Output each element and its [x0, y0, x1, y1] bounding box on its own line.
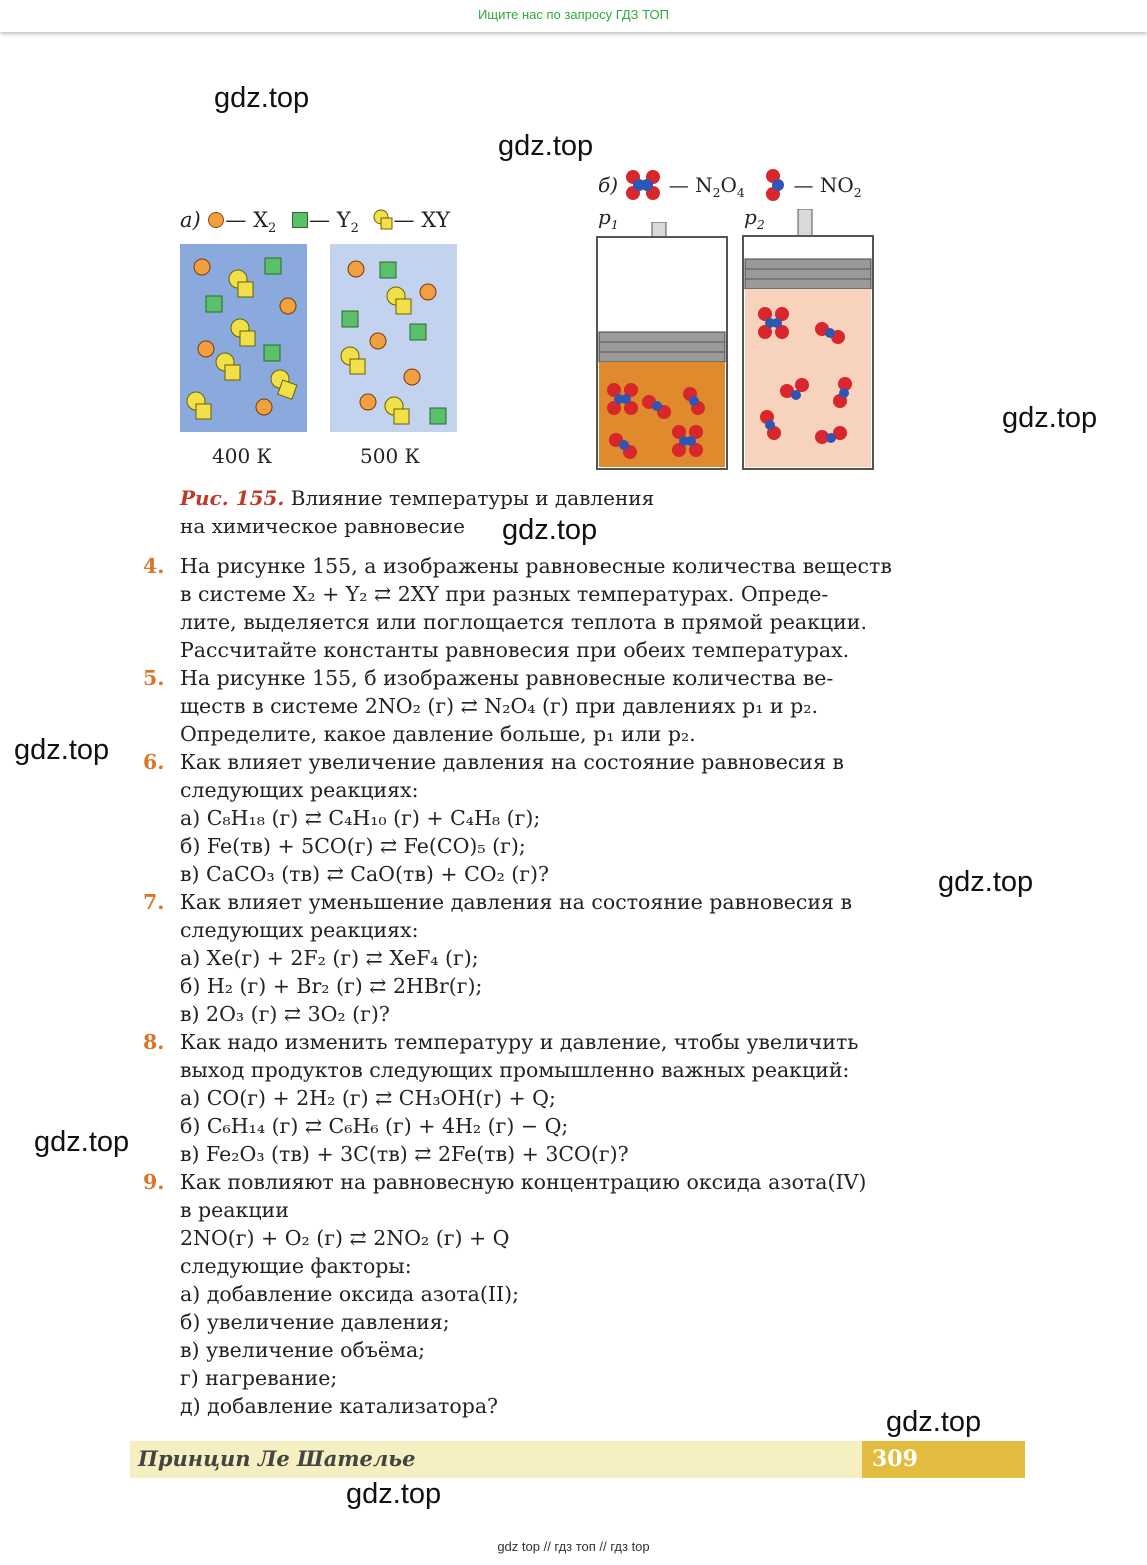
question-line: Как влияет увеличение давления на состояние равновесия в — [180, 750, 844, 774]
question-number: 6. — [143, 750, 165, 774]
question-line: Рассчитайте константы равновесия при обеих температурах. — [180, 638, 850, 662]
box-500k — [330, 244, 460, 434]
question-line: следующих реакциях: — [180, 918, 419, 942]
legend-no2-sub: 2 — [853, 185, 862, 200]
reaction-line: а) C₈H₁₈ (г) ⇄ C₄H₁₀ (г) + C₄H₈ (г); — [180, 806, 541, 830]
legend-y2-sub: 2 — [350, 221, 359, 237]
question-line: Как надо изменить температуру и давление, чтобы увеличить — [180, 1030, 859, 1054]
n2o4-molecule-icon — [624, 168, 662, 202]
p1-letter: p — [598, 205, 611, 229]
question-9 — [140, 1168, 920, 1420]
top-bar — [0, 0, 1147, 32]
factor-item: г) нагревание; — [180, 1366, 338, 1390]
reaction-line: 2NO(г) + O₂ (г) ⇄ 2NO₂ (г) + Q — [180, 1226, 510, 1250]
legend-no2: — NO — [793, 173, 854, 197]
reaction-line: а) Xe(г) + 2F₂ (г) ⇄ XeF₄ (г); — [180, 946, 479, 970]
watermark: gdz.top — [346, 1478, 442, 1510]
question-number: 4. — [143, 554, 165, 578]
reaction-line: б) H₂ (г) + Br₂ (г) ⇄ 2HBr(г); — [180, 974, 483, 998]
question-line: Как повлияют на равновесную концентрацию оксида азота(IV) — [180, 1170, 867, 1194]
watermark: gdz.top — [886, 1406, 982, 1438]
p1-sub: 1 — [610, 217, 619, 232]
cylinder-p2 — [740, 209, 876, 474]
watermark: gdz.top — [34, 1126, 130, 1158]
question-line: лите, выделяется или поглощается теплота в прямой реакции. — [180, 610, 867, 634]
x2-particle-icon — [207, 211, 225, 229]
legend-y2: — Y — [309, 208, 351, 232]
bottom-links[interactable]: gdz top // гдз топ // гдз top — [497, 1539, 650, 1554]
watermark: gdz.top — [1002, 402, 1098, 434]
factor-item: б) увеличение давления; — [180, 1310, 450, 1334]
question-6 — [140, 748, 920, 888]
legend-n2o4: — N — [668, 173, 713, 197]
reaction-line: б) Fe(тв) + 5CO(г) ⇄ Fe(CO)₅ (г); — [180, 834, 526, 858]
p2-sub: 2 — [756, 217, 765, 232]
question-line: Определите, какое давление больше, p₁ или p₂. — [180, 722, 696, 746]
question-line: следующие факторы: — [180, 1254, 412, 1278]
watermark: gdz.top — [502, 514, 598, 546]
factor-item: д) добавление катализатора? — [180, 1394, 499, 1418]
caption-label: Рис. 155. — [180, 486, 285, 510]
watermark: gdz.top — [938, 866, 1034, 898]
question-line: в реакции — [180, 1198, 289, 1222]
page-number: 309 — [862, 1441, 1025, 1478]
factor-item: а) добавление оксида азота(II); — [180, 1282, 520, 1306]
question-4 — [140, 552, 920, 664]
legend-n2o4-sub2: 2 — [712, 185, 721, 200]
question-line: следующих реакциях: — [180, 778, 419, 802]
reaction-line: в) 2O₃ (г) ⇄ 3O₂ (г)? — [180, 1002, 390, 1026]
legend-x2: — X — [225, 208, 269, 232]
no2-molecule-icon — [763, 168, 787, 202]
legend-b — [598, 168, 862, 202]
legend-n2o4-sub4: 4 — [736, 185, 745, 200]
page-footer — [130, 1441, 1025, 1478]
caption-text-2: на химическое равновесие — [180, 514, 465, 538]
legend-xy: — XY — [393, 208, 451, 232]
question-7 — [140, 888, 920, 1028]
caption-text-1: Влияние температуры и давления — [290, 486, 655, 510]
watermark: gdz.top — [498, 130, 594, 162]
question-line: На рисунке 155, б изображены равновесные количества ве- — [180, 666, 834, 690]
question-line: выход продуктов следующих промышленно важных реакций: — [180, 1058, 850, 1082]
question-8 — [140, 1028, 920, 1168]
question-number: 8. — [143, 1030, 165, 1054]
p2-letter: p — [744, 205, 757, 229]
figure-caption — [180, 484, 654, 540]
reaction-line: б) C₆H₁₄ (г) ⇄ C₆H₆ (г) + 4H₂ (г) − Q; — [180, 1114, 569, 1138]
question-line: На рисунке 155, а изображены равновесные количества веществ — [180, 554, 892, 578]
reaction-line: а) CO(г) + 2H₂ (г) ⇄ CH₃OH(г) + Q; — [180, 1086, 556, 1110]
reaction-line: в) CaCO₃ (тв) ⇄ CaO(тв) + CO₂ (г)? — [180, 862, 550, 886]
y2-particle-icon — [291, 211, 309, 229]
legend-x2-sub: 2 — [268, 221, 277, 237]
xy-particle-icon — [372, 209, 394, 231]
footer-title: Принцип Ле Шателье — [138, 1446, 416, 1471]
legend-n2o4-tail: O — [720, 173, 737, 197]
temp-label-2: 500 К — [360, 444, 421, 468]
reaction-line: в) Fe₂O₃ (тв) + 3C(тв) ⇄ 2Fe(тв) + 3CO(г)? — [180, 1142, 629, 1166]
question-line: в системе X₂ + Y₂ ⇄ 2XY при разных температурах. Опреде- — [180, 582, 829, 606]
legend-a-letter: а) — [180, 208, 201, 232]
question-number: 5. — [143, 666, 165, 690]
question-number: 9. — [143, 1170, 165, 1194]
watermark: gdz.top — [214, 82, 310, 114]
question-5 — [140, 664, 920, 748]
box-400k — [180, 244, 310, 434]
temp-label-1: 400 К — [212, 444, 273, 468]
question-number: 7. — [143, 890, 165, 914]
question-line: ществ в системе 2NO₂ (г) ⇄ N₂O₄ (г) при давлениях p₁ и p₂. — [180, 694, 818, 718]
watermark: gdz.top — [14, 734, 110, 766]
top-ad-text[interactable]: Ищите нас по запросу ГДЗ ТОП — [478, 7, 669, 22]
legend-a — [180, 208, 450, 236]
legend-b-letter: б) — [598, 173, 619, 197]
cylinder-p1 — [594, 222, 730, 474]
question-line: Как влияет уменьшение давления на состояние равновесия в — [180, 890, 853, 914]
factor-item: в) увеличение объёма; — [180, 1338, 426, 1362]
